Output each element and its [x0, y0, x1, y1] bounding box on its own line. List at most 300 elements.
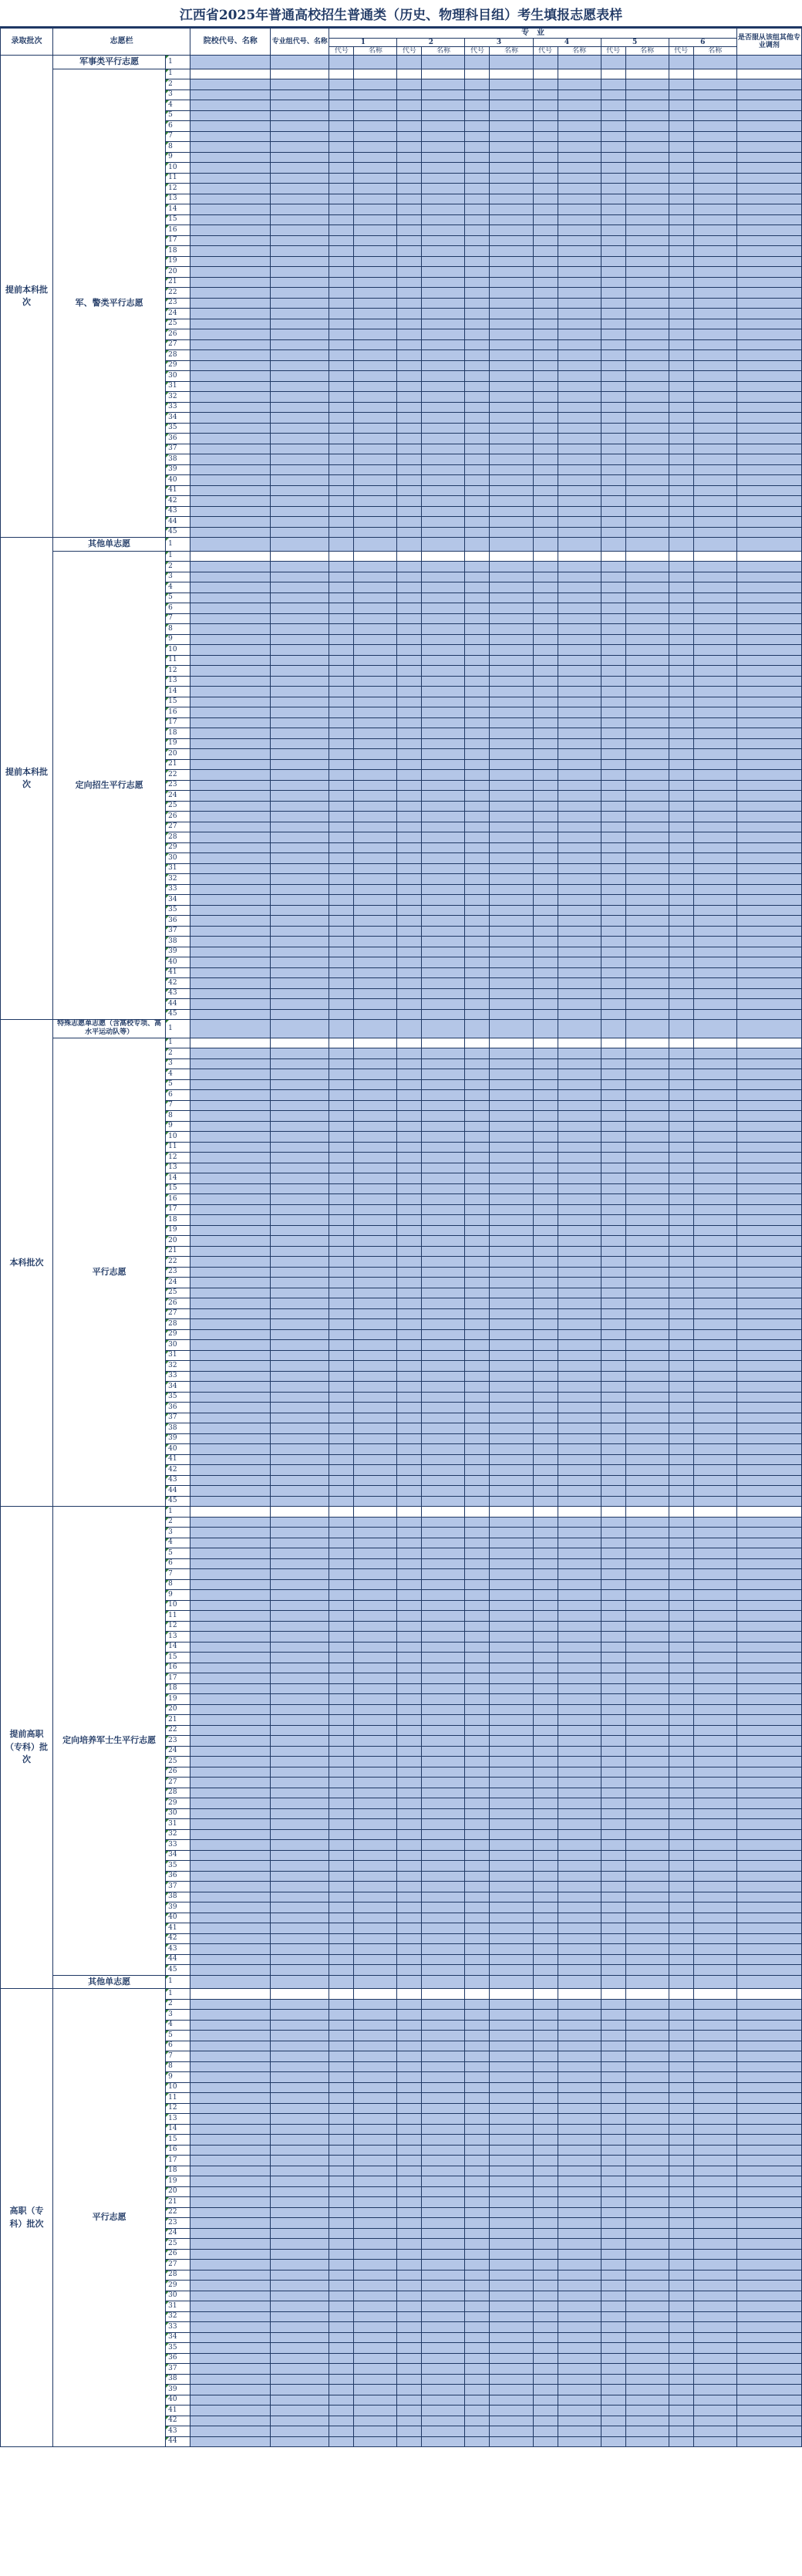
- major-code-input[interactable]: [533, 863, 558, 874]
- school-input[interactable]: [190, 1683, 271, 1694]
- major-name-input[interactable]: [490, 2343, 533, 2354]
- obey-adjustment-input[interactable]: [736, 2426, 801, 2437]
- major-code-input[interactable]: [669, 2156, 693, 2166]
- major-name-input[interactable]: [625, 1746, 669, 1757]
- major-code-input[interactable]: [601, 1153, 625, 1163]
- major-name-input[interactable]: [625, 1100, 669, 1111]
- major-code-input[interactable]: [465, 593, 490, 603]
- major-name-input[interactable]: [693, 926, 736, 937]
- major-code-input[interactable]: [669, 1590, 693, 1601]
- major-name-input[interactable]: [490, 822, 533, 832]
- major-name-input[interactable]: [422, 582, 465, 593]
- major-code-input[interactable]: [397, 1715, 422, 1726]
- major-code-input[interactable]: [533, 1715, 558, 1726]
- major-code-input[interactable]: [669, 194, 693, 204]
- major-name-input[interactable]: [693, 2249, 736, 2260]
- major-group-input[interactable]: [271, 1517, 329, 1528]
- obey-adjustment-input[interactable]: [736, 2103, 801, 2114]
- school-input[interactable]: [190, 2249, 271, 2260]
- major-name-input[interactable]: [490, 2332, 533, 2343]
- major-name-input[interactable]: [625, 1999, 669, 2010]
- major-name-input[interactable]: [422, 464, 465, 475]
- major-name-input[interactable]: [422, 884, 465, 895]
- major-name-input[interactable]: [558, 152, 601, 163]
- major-code-input[interactable]: [601, 1850, 625, 1861]
- major-name-input[interactable]: [558, 1090, 601, 1101]
- major-code-input[interactable]: [669, 1746, 693, 1757]
- major-name-input[interactable]: [558, 916, 601, 927]
- major-name-input[interactable]: [625, 2322, 669, 2333]
- major-code-input[interactable]: [397, 1361, 422, 1372]
- major-name-input[interactable]: [693, 2145, 736, 2156]
- major-name-input[interactable]: [693, 655, 736, 666]
- major-name-input[interactable]: [625, 1329, 669, 1340]
- major-name-input[interactable]: [422, 2260, 465, 2270]
- major-code-input[interactable]: [601, 1194, 625, 1205]
- major-name-input[interactable]: [558, 707, 601, 718]
- major-code-input[interactable]: [601, 905, 625, 916]
- major-code-input[interactable]: [601, 2249, 625, 2260]
- major-name-input[interactable]: [625, 56, 669, 69]
- major-code-input[interactable]: [533, 1840, 558, 1851]
- major-code-input[interactable]: [669, 1475, 693, 1486]
- major-name-input[interactable]: [625, 1548, 669, 1559]
- major-code-input[interactable]: [465, 884, 490, 895]
- major-name-input[interactable]: [558, 1454, 601, 1465]
- major-code-input[interactable]: [601, 551, 625, 562]
- obey-adjustment-input[interactable]: [736, 1090, 801, 1101]
- major-name-input[interactable]: [354, 2031, 397, 2041]
- major-code-input[interactable]: [601, 1673, 625, 1684]
- major-name-input[interactable]: [625, 1632, 669, 1642]
- major-name-input[interactable]: [558, 2197, 601, 2208]
- major-code-input[interactable]: [465, 1579, 490, 1590]
- major-code-input[interactable]: [397, 1308, 422, 1319]
- major-name-input[interactable]: [693, 1808, 736, 1819]
- major-code-input[interactable]: [669, 1528, 693, 1538]
- major-name-input[interactable]: [693, 204, 736, 215]
- major-name-input[interactable]: [422, 2332, 465, 2343]
- obey-adjustment-input[interactable]: [736, 2364, 801, 2375]
- major-code-input[interactable]: [533, 1361, 558, 1372]
- major-group-input[interactable]: [271, 267, 329, 278]
- major-code-input[interactable]: [669, 2374, 693, 2385]
- major-name-input[interactable]: [693, 2061, 736, 2072]
- major-name-input[interactable]: [422, 1538, 465, 1548]
- major-code-input[interactable]: [329, 423, 354, 434]
- major-name-input[interactable]: [625, 2249, 669, 2260]
- major-code-input[interactable]: [329, 1465, 354, 1476]
- school-input[interactable]: [190, 506, 271, 517]
- school-input[interactable]: [190, 770, 271, 781]
- major-code-input[interactable]: [533, 1819, 558, 1830]
- major-name-input[interactable]: [625, 572, 669, 582]
- major-code-input[interactable]: [601, 1048, 625, 1059]
- major-name-input[interactable]: [693, 2010, 736, 2021]
- major-name-input[interactable]: [354, 2249, 397, 2260]
- major-name-input[interactable]: [625, 1423, 669, 1434]
- school-input[interactable]: [190, 1933, 271, 1944]
- school-input[interactable]: [190, 2385, 271, 2395]
- major-name-input[interactable]: [693, 1163, 736, 1173]
- major-code-input[interactable]: [465, 1475, 490, 1486]
- major-code-input[interactable]: [329, 1673, 354, 1684]
- major-code-input[interactable]: [601, 1746, 625, 1757]
- obey-adjustment-input[interactable]: [736, 56, 801, 69]
- major-name-input[interactable]: [354, 2156, 397, 2166]
- major-name-input[interactable]: [693, 1298, 736, 1309]
- major-code-input[interactable]: [465, 2061, 490, 2072]
- major-name-input[interactable]: [625, 978, 669, 989]
- major-code-input[interactable]: [533, 517, 558, 528]
- major-name-input[interactable]: [354, 967, 397, 978]
- major-name-input[interactable]: [625, 69, 669, 79]
- major-name-input[interactable]: [490, 2281, 533, 2291]
- school-input[interactable]: [190, 895, 271, 906]
- major-name-input[interactable]: [422, 1215, 465, 1226]
- major-name-input[interactable]: [558, 1548, 601, 1559]
- school-input[interactable]: [190, 194, 271, 204]
- major-name-input[interactable]: [625, 256, 669, 267]
- school-input[interactable]: [190, 527, 271, 538]
- obey-adjustment-input[interactable]: [736, 2385, 801, 2395]
- major-name-input[interactable]: [693, 309, 736, 319]
- major-code-input[interactable]: [465, 2156, 490, 2166]
- major-code-input[interactable]: [533, 1020, 558, 1038]
- obey-adjustment-input[interactable]: [736, 842, 801, 853]
- major-name-input[interactable]: [422, 2281, 465, 2291]
- major-code-input[interactable]: [329, 413, 354, 424]
- major-code-input[interactable]: [329, 402, 354, 413]
- major-name-input[interactable]: [354, 1153, 397, 1163]
- major-name-input[interactable]: [422, 2093, 465, 2104]
- major-code-input[interactable]: [533, 100, 558, 111]
- major-code-input[interactable]: [533, 1111, 558, 1122]
- school-input[interactable]: [190, 100, 271, 111]
- major-name-input[interactable]: [693, 2135, 736, 2146]
- school-input[interactable]: [190, 926, 271, 937]
- major-name-input[interactable]: [422, 947, 465, 957]
- major-name-input[interactable]: [693, 2166, 736, 2176]
- major-code-input[interactable]: [329, 2332, 354, 2343]
- obey-adjustment-input[interactable]: [736, 1433, 801, 1444]
- major-name-input[interactable]: [422, 1653, 465, 1663]
- obey-adjustment-input[interactable]: [736, 288, 801, 299]
- major-code-input[interactable]: [397, 1989, 422, 2000]
- major-code-input[interactable]: [465, 1225, 490, 1236]
- major-code-input[interactable]: [397, 413, 422, 424]
- major-code-input[interactable]: [329, 1454, 354, 1465]
- major-name-input[interactable]: [422, 1267, 465, 1278]
- major-name-input[interactable]: [558, 1725, 601, 1736]
- major-code-input[interactable]: [669, 2186, 693, 2197]
- major-code-input[interactable]: [329, 2186, 354, 2197]
- school-input[interactable]: [190, 603, 271, 614]
- major-code-input[interactable]: [669, 603, 693, 614]
- obey-adjustment-input[interactable]: [736, 2197, 801, 2208]
- major-name-input[interactable]: [625, 142, 669, 153]
- major-code-input[interactable]: [601, 225, 625, 236]
- major-code-input[interactable]: [397, 2207, 422, 2218]
- major-name-input[interactable]: [558, 1892, 601, 1902]
- major-name-input[interactable]: [558, 842, 601, 853]
- major-name-input[interactable]: [558, 2103, 601, 2114]
- major-code-input[interactable]: [669, 1163, 693, 1173]
- major-name-input[interactable]: [490, 1204, 533, 1215]
- major-code-input[interactable]: [465, 1020, 490, 1038]
- school-input[interactable]: [190, 1548, 271, 1559]
- major-name-input[interactable]: [490, 1954, 533, 1965]
- major-group-input[interactable]: [271, 2093, 329, 2104]
- major-code-input[interactable]: [601, 832, 625, 843]
- major-name-input[interactable]: [693, 2031, 736, 2041]
- major-code-input[interactable]: [601, 2093, 625, 2104]
- major-name-input[interactable]: [490, 1736, 533, 1747]
- major-code-input[interactable]: [465, 791, 490, 802]
- major-code-input[interactable]: [465, 1153, 490, 1163]
- major-code-input[interactable]: [533, 2281, 558, 2291]
- major-code-input[interactable]: [329, 2145, 354, 2156]
- major-name-input[interactable]: [693, 1725, 736, 1736]
- major-name-input[interactable]: [558, 1558, 601, 1569]
- major-name-input[interactable]: [354, 1548, 397, 1559]
- major-code-input[interactable]: [465, 1194, 490, 1205]
- major-code-input[interactable]: [397, 1632, 422, 1642]
- obey-adjustment-input[interactable]: [736, 1121, 801, 1132]
- major-name-input[interactable]: [490, 2072, 533, 2083]
- major-name-input[interactable]: [693, 2301, 736, 2312]
- major-code-input[interactable]: [465, 1048, 490, 1059]
- major-name-input[interactable]: [625, 1278, 669, 1288]
- obey-adjustment-input[interactable]: [736, 812, 801, 822]
- school-input[interactable]: [190, 204, 271, 215]
- major-group-input[interactable]: [271, 1444, 329, 1455]
- school-input[interactable]: [190, 2061, 271, 2072]
- school-input[interactable]: [190, 1204, 271, 1215]
- major-code-input[interactable]: [397, 2385, 422, 2395]
- major-code-input[interactable]: [329, 1600, 354, 1611]
- major-code-input[interactable]: [397, 184, 422, 194]
- major-code-input[interactable]: [465, 506, 490, 517]
- major-name-input[interactable]: [490, 1507, 533, 1518]
- major-code-input[interactable]: [465, 1298, 490, 1309]
- major-code-input[interactable]: [533, 339, 558, 350]
- school-input[interactable]: [190, 371, 271, 382]
- major-code-input[interactable]: [533, 812, 558, 822]
- major-code-input[interactable]: [533, 194, 558, 204]
- major-code-input[interactable]: [465, 562, 490, 572]
- school-input[interactable]: [190, 1236, 271, 1247]
- school-input[interactable]: [190, 2010, 271, 2021]
- major-code-input[interactable]: [669, 100, 693, 111]
- major-code-input[interactable]: [329, 1778, 354, 1788]
- major-code-input[interactable]: [329, 1944, 354, 1955]
- school-input[interactable]: [190, 1892, 271, 1902]
- major-name-input[interactable]: [354, 1236, 397, 1247]
- major-code-input[interactable]: [397, 2156, 422, 2166]
- major-code-input[interactable]: [669, 988, 693, 999]
- obey-adjustment-input[interactable]: [736, 1465, 801, 1476]
- major-name-input[interactable]: [490, 1009, 533, 1020]
- major-code-input[interactable]: [465, 801, 490, 812]
- major-name-input[interactable]: [422, 1413, 465, 1423]
- major-name-input[interactable]: [693, 676, 736, 687]
- school-input[interactable]: [190, 687, 271, 697]
- major-code-input[interactable]: [329, 926, 354, 937]
- major-name-input[interactable]: [354, 538, 397, 552]
- obey-adjustment-input[interactable]: [736, 1173, 801, 1184]
- major-code-input[interactable]: [329, 999, 354, 1010]
- major-group-input[interactable]: [271, 1020, 329, 1038]
- major-name-input[interactable]: [354, 1225, 397, 1236]
- major-code-input[interactable]: [397, 999, 422, 1010]
- major-code-input[interactable]: [669, 937, 693, 947]
- major-name-input[interactable]: [422, 194, 465, 204]
- major-name-input[interactable]: [422, 1517, 465, 1528]
- major-code-input[interactable]: [329, 1236, 354, 1247]
- major-code-input[interactable]: [329, 1058, 354, 1069]
- major-code-input[interactable]: [465, 1528, 490, 1538]
- major-code-input[interactable]: [601, 1507, 625, 1518]
- major-code-input[interactable]: [329, 1902, 354, 1913]
- obey-adjustment-input[interactable]: [736, 2301, 801, 2312]
- major-group-input[interactable]: [271, 319, 329, 329]
- major-name-input[interactable]: [490, 666, 533, 677]
- major-code-input[interactable]: [397, 1954, 422, 1965]
- major-code-input[interactable]: [465, 538, 490, 552]
- major-code-input[interactable]: [533, 1538, 558, 1548]
- major-name-input[interactable]: [490, 1840, 533, 1851]
- major-name-input[interactable]: [490, 1142, 533, 1153]
- major-code-input[interactable]: [669, 131, 693, 142]
- major-code-input[interactable]: [465, 2020, 490, 2031]
- major-code-input[interactable]: [465, 464, 490, 475]
- school-input[interactable]: [190, 947, 271, 957]
- obey-adjustment-input[interactable]: [736, 454, 801, 465]
- major-code-input[interactable]: [465, 2031, 490, 2041]
- major-name-input[interactable]: [490, 2260, 533, 2270]
- major-code-input[interactable]: [669, 666, 693, 677]
- major-code-input[interactable]: [465, 717, 490, 728]
- major-name-input[interactable]: [422, 485, 465, 496]
- major-code-input[interactable]: [669, 1944, 693, 1955]
- major-name-input[interactable]: [490, 1423, 533, 1434]
- major-name-input[interactable]: [558, 2281, 601, 2291]
- major-name-input[interactable]: [490, 717, 533, 728]
- major-code-input[interactable]: [397, 2249, 422, 2260]
- major-code-input[interactable]: [397, 475, 422, 486]
- major-name-input[interactable]: [558, 1132, 601, 1143]
- major-name-input[interactable]: [625, 475, 669, 486]
- major-name-input[interactable]: [693, 1308, 736, 1319]
- major-name-input[interactable]: [558, 1204, 601, 1215]
- major-name-input[interactable]: [558, 957, 601, 968]
- major-code-input[interactable]: [669, 957, 693, 968]
- major-group-input[interactable]: [271, 246, 329, 257]
- major-name-input[interactable]: [558, 1058, 601, 1069]
- major-code-input[interactable]: [601, 988, 625, 999]
- major-code-input[interactable]: [397, 1340, 422, 1351]
- major-code-input[interactable]: [601, 1923, 625, 1934]
- major-name-input[interactable]: [490, 926, 533, 937]
- major-code-input[interactable]: [601, 1632, 625, 1642]
- major-code-input[interactable]: [465, 444, 490, 454]
- major-code-input[interactable]: [533, 822, 558, 832]
- major-group-input[interactable]: [271, 728, 329, 739]
- major-name-input[interactable]: [693, 2082, 736, 2093]
- school-input[interactable]: [190, 905, 271, 916]
- major-group-input[interactable]: [271, 2416, 329, 2426]
- major-name-input[interactable]: [490, 89, 533, 100]
- major-code-input[interactable]: [533, 926, 558, 937]
- school-input[interactable]: [190, 551, 271, 562]
- major-name-input[interactable]: [490, 1715, 533, 1726]
- major-name-input[interactable]: [625, 2020, 669, 2031]
- major-name-input[interactable]: [558, 1288, 601, 1298]
- major-code-input[interactable]: [601, 2197, 625, 2208]
- major-name-input[interactable]: [693, 988, 736, 999]
- major-name-input[interactable]: [693, 1267, 736, 1278]
- obey-adjustment-input[interactable]: [736, 916, 801, 927]
- obey-adjustment-input[interactable]: [736, 1507, 801, 1518]
- school-input[interactable]: [190, 475, 271, 486]
- major-code-input[interactable]: [669, 1861, 693, 1872]
- major-code-input[interactable]: [533, 749, 558, 760]
- major-code-input[interactable]: [533, 1808, 558, 1819]
- major-name-input[interactable]: [625, 173, 669, 184]
- major-code-input[interactable]: [465, 770, 490, 781]
- major-name-input[interactable]: [490, 423, 533, 434]
- major-name-input[interactable]: [558, 1308, 601, 1319]
- major-name-input[interactable]: [422, 1892, 465, 1902]
- school-input[interactable]: [190, 152, 271, 163]
- major-code-input[interactable]: [397, 538, 422, 552]
- major-code-input[interactable]: [601, 2416, 625, 2426]
- major-name-input[interactable]: [625, 676, 669, 687]
- major-name-input[interactable]: [625, 506, 669, 517]
- obey-adjustment-input[interactable]: [736, 1278, 801, 1288]
- major-name-input[interactable]: [422, 2135, 465, 2146]
- major-group-input[interactable]: [271, 759, 329, 770]
- major-code-input[interactable]: [329, 110, 354, 121]
- major-name-input[interactable]: [693, 1340, 736, 1351]
- major-name-input[interactable]: [422, 267, 465, 278]
- major-name-input[interactable]: [354, 2010, 397, 2021]
- major-name-input[interactable]: [422, 2343, 465, 2354]
- major-code-input[interactable]: [465, 978, 490, 989]
- major-name-input[interactable]: [490, 2145, 533, 2156]
- major-name-input[interactable]: [422, 2218, 465, 2229]
- major-name-input[interactable]: [490, 2270, 533, 2281]
- major-name-input[interactable]: [490, 895, 533, 906]
- major-name-input[interactable]: [558, 2239, 601, 2250]
- major-name-input[interactable]: [558, 1194, 601, 1205]
- major-code-input[interactable]: [329, 1653, 354, 1663]
- major-name-input[interactable]: [354, 173, 397, 184]
- major-name-input[interactable]: [558, 947, 601, 957]
- major-code-input[interactable]: [465, 392, 490, 403]
- major-name-input[interactable]: [558, 339, 601, 350]
- obey-adjustment-input[interactable]: [736, 551, 801, 562]
- major-code-input[interactable]: [397, 1965, 422, 1976]
- major-code-input[interactable]: [669, 298, 693, 309]
- major-code-input[interactable]: [397, 1746, 422, 1757]
- major-code-input[interactable]: [465, 1100, 490, 1111]
- school-input[interactable]: [190, 538, 271, 552]
- major-name-input[interactable]: [558, 2114, 601, 2125]
- major-name-input[interactable]: [422, 613, 465, 624]
- major-name-input[interactable]: [693, 329, 736, 340]
